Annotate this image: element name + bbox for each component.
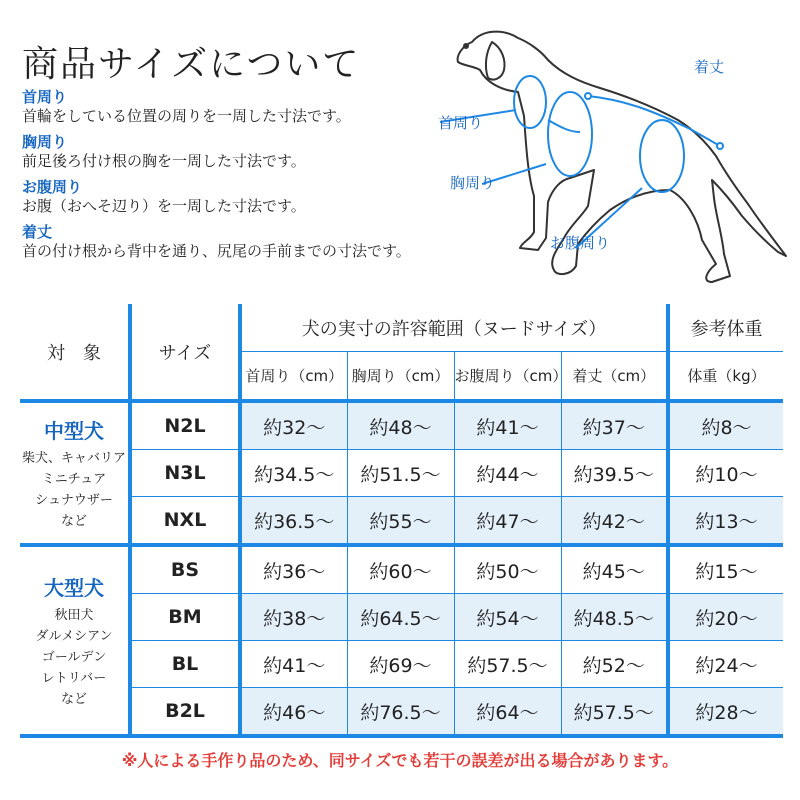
neck-cell: 約34.5～ [240,450,347,497]
table-row [20,641,783,688]
category-title: 大型犬 [44,575,104,600]
def-text-neck: 首輪をしている位置の周りを一周した寸法です。 [22,107,351,125]
neck-cell: 約32～ [240,401,347,450]
category-line: 柴犬、キャバリア [21,450,126,466]
weight-cell: 約8～ [668,401,783,450]
length-cell: 約48.5～ [561,594,668,641]
page-title: 商品サイズについて [22,44,361,85]
chest-cell: 約55～ [347,497,454,546]
category-large [20,545,130,736]
weight-cell: 約10～ [668,450,783,497]
def-heading-chest: 胸周り [22,133,68,151]
def-text-belly: お腹（おへそ辺り）を一周した寸法です。 [22,197,306,215]
subheader-length: 着丈（cm） [561,352,668,402]
size-cell: NXL [130,497,240,546]
table-row [20,401,783,450]
category-line: など [60,513,87,529]
length-end-dot [717,143,723,149]
belly-cell: 約54～ [454,594,561,641]
category-line: レトリバー [41,670,107,686]
category-line: ゴールデン [41,649,107,665]
subheader-neck: 首周り（cm） [240,352,347,402]
label-length: 着丈 [694,58,725,76]
length-cell: 約57.5～ [561,688,668,737]
neck-cell: 約36.5～ [240,497,347,546]
size-cell: BS [130,545,240,594]
def-heading-neck: 首周り [22,88,68,106]
chest-cell: 約51.5～ [347,450,454,497]
length-start-dot [585,93,591,99]
size-cell: BM [130,594,240,641]
disclaimer-note: ※人による手作り品のため、同サイズでも若干の誤差が出る場合があります。 [121,751,679,770]
table-row [20,497,783,546]
category-line: シュナウザー [35,492,113,508]
belly-cell: 約44～ [454,450,561,497]
neck-cell: 約46～ [240,688,347,737]
def-text-length: 首の付け根から背中を通り、尻尾の手前までの寸法です。 [22,242,411,260]
chest-cell: 約60～ [347,545,454,594]
neck-cell: 約38～ [240,594,347,641]
subheader-weight: 体重（kg） [668,352,783,402]
def-text-chest: 前足後ろ付け根の胸を一周した寸法です。 [22,152,306,170]
def-heading-belly: お腹周り [22,178,83,196]
header-measure-group: 犬の実寸の許容範囲（ヌードサイズ） [240,304,668,352]
length-cell: 約42～ [561,497,668,546]
length-cell: 約37～ [561,401,668,450]
category-line: 秋田犬 [54,607,94,623]
length-cell: 約39.5～ [561,450,668,497]
weight-cell: 約13～ [668,497,783,546]
size-cell: N3L [130,450,240,497]
table-row [20,450,783,497]
chest-cell: 約69～ [347,641,454,688]
subheader-belly: お腹周り（cm） [454,352,561,402]
size-cell: B2L [130,688,240,737]
category-line: ミニチュア [41,471,107,487]
dog-diagram [430,20,800,310]
subheader-chest: 胸周り（cm） [347,352,454,402]
length-cell: 約52～ [561,641,668,688]
dog-outline-icon [458,32,786,282]
header-weight-group: 参考体重 [668,304,783,352]
size-table [20,304,783,738]
chest-cell: 約48～ [347,401,454,450]
neck-cell: 約41～ [240,641,347,688]
belly-cell: 約47～ [454,497,561,546]
table-row [20,688,783,737]
header-target: 対 象 [47,342,101,364]
def-heading-length: 着丈 [22,223,53,241]
belly-cell: 約64～ [454,688,561,737]
table-row [20,545,783,594]
chest-cell: 約76.5～ [347,688,454,737]
weight-cell: 約28～ [668,688,783,737]
size-cell: N2L [130,401,240,450]
belly-cell: 約41～ [454,401,561,450]
weight-cell: 約24～ [668,641,783,688]
category-medium [20,401,130,545]
belly-cell: 約50～ [454,545,561,594]
weight-cell: 約20～ [668,594,783,641]
dog-nose-icon [463,43,469,49]
header-size: サイズ [130,304,240,401]
weight-cell: 約15～ [668,545,783,594]
belly-cell: 約57.5～ [454,641,561,688]
category-title: 中型犬 [44,418,104,443]
measurement-definitions [22,88,482,268]
size-cell: BL [130,641,240,688]
label-neck: 首周り [438,114,484,132]
label-belly: お腹周り [550,234,611,252]
length-cell: 約45～ [561,545,668,594]
table-row [20,594,783,641]
label-chest: 胸周り [450,174,496,192]
category-line: ダルメシアン [35,628,113,644]
neck-cell: 約36～ [240,545,347,594]
category-line: など [60,691,87,707]
chest-cell: 約64.5～ [347,594,454,641]
